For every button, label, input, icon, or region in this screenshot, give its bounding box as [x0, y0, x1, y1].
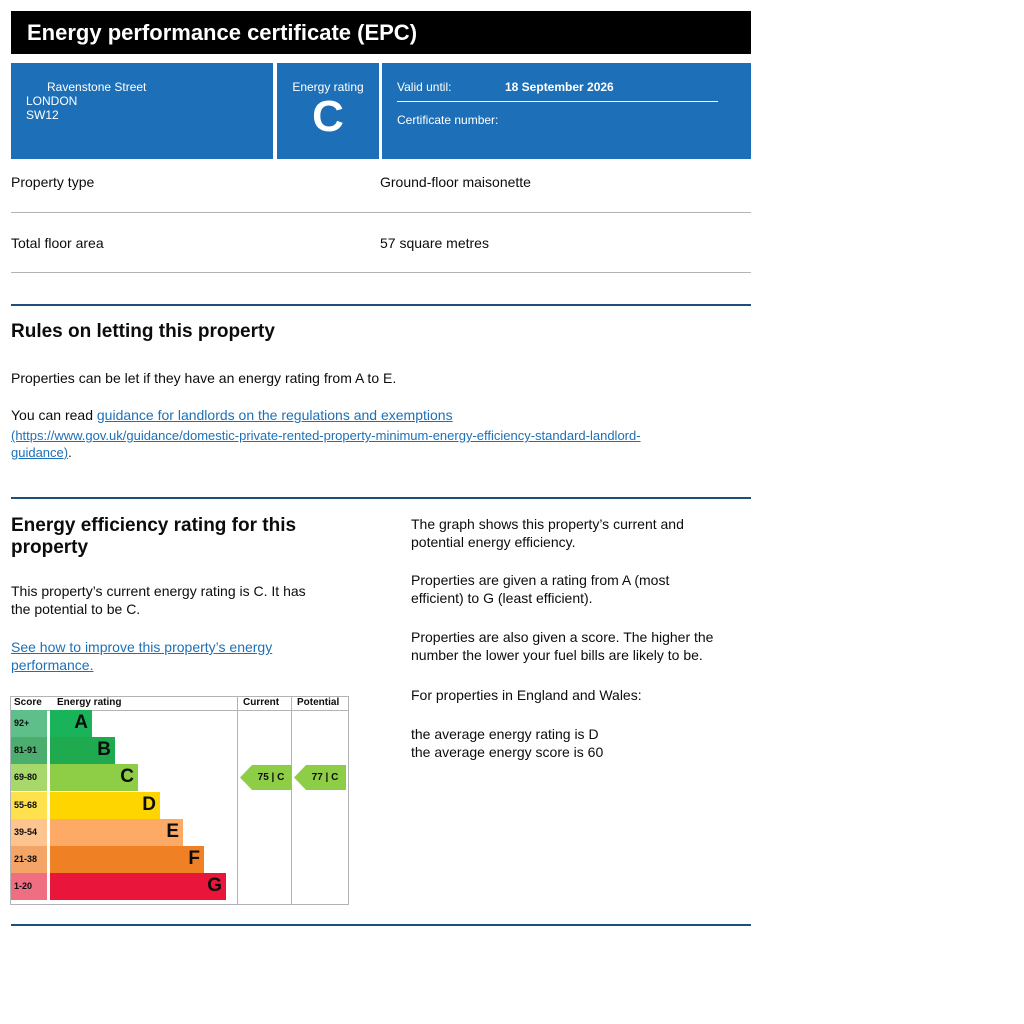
band-bar-a: [50, 710, 92, 737]
band-score-d: 55-68: [11, 792, 47, 819]
band-bar-b: [50, 737, 115, 764]
property-type-label: Property type: [11, 174, 95, 190]
band-letter-a: A: [74, 712, 88, 733]
band-score-e: 39-54: [11, 819, 47, 846]
side-text: Properties are given a rating from A (most: [411, 572, 670, 588]
guidance-url[interactable]: [11, 427, 751, 461]
current-rating-text: [11, 582, 306, 618]
band-letter-c: C: [120, 766, 134, 788]
guidance-url-line-2[interactable]: guidance): [11, 445, 69, 460]
band-letter-d: D: [142, 793, 156, 815]
improve-link-line-1[interactable]: See how to improve this property’s energy: [11, 639, 273, 655]
band-score-b: 81-91: [11, 737, 47, 764]
average-score: the average energy score is 60: [411, 744, 604, 760]
floor-area-label: Total floor area: [11, 235, 104, 251]
band-letter-e: E: [166, 820, 179, 842]
current-rating-line-1: This property’s current energy rating is C. It has: [11, 583, 306, 599]
floor-area-value: 57 square metres: [380, 235, 489, 251]
current-rating-line-2: the potential to be C.: [11, 601, 141, 617]
valid-until-label: Valid until:: [397, 80, 452, 94]
current-rating-label: 75 | C: [257, 772, 285, 784]
potential-column-header: Potential: [297, 697, 340, 708]
energy-rating-label: Energy rating: [292, 80, 364, 94]
current-column-header: Current: [243, 697, 280, 708]
section-divider: [11, 304, 751, 306]
energy-rating-panel: [277, 63, 379, 159]
energy-rating-chart: [10, 696, 349, 905]
section-divider: [11, 924, 751, 926]
band-bar-g: [50, 873, 226, 900]
guidance-prefix: You can read: [11, 407, 97, 423]
side-text: efficient) to G (least efficient).: [411, 590, 593, 606]
address-line-1: Ravenstone Street: [47, 80, 147, 94]
efficiency-heading-line-1: Energy efficiency rating for this: [11, 515, 297, 536]
divider: [397, 101, 718, 102]
guidance-url-end: .: [68, 445, 72, 460]
efficiency-heading: [11, 515, 296, 559]
band-score-a: 92+: [11, 710, 47, 737]
guidance-url-line-1[interactable]: (https://www.gov.uk/guidance/domestic-private-rented-property-minimum-energy-efficiency-standard-landlord-: [11, 428, 641, 443]
improve-link[interactable]: [11, 638, 272, 674]
potential-rating-label: 77 | C: [311, 772, 339, 784]
band-bar-c: [50, 764, 138, 791]
address-line-3: SW12: [26, 108, 59, 122]
side-text: The graph shows this property’s current and: [411, 516, 684, 532]
potential-rating-marker: [294, 765, 346, 790]
guidance-paragraph: [11, 406, 731, 424]
letting-heading: Rules on letting this property: [11, 321, 275, 342]
validity-panel: [382, 63, 751, 159]
band-letter-b: B: [97, 739, 111, 761]
band-bar-d: [50, 792, 160, 819]
band-score-g: 1-20: [11, 873, 47, 900]
band-letter-g: G: [207, 875, 222, 897]
average-rating: the average energy rating is D: [411, 726, 599, 742]
efficiency-heading-line-2: property: [11, 537, 89, 558]
side-text: number the lower your fuel bills are likely to be.: [411, 647, 703, 663]
guidance-link[interactable]: guidance for landlords on the regulations and exemptions: [96, 407, 453, 423]
certificate-number-label: Certificate number:: [397, 113, 499, 127]
divider: [11, 212, 751, 213]
property-type-value: Ground-floor maisonette: [380, 174, 531, 190]
band-score-c: 69-80: [11, 764, 47, 791]
rating-scale-explanation: [411, 571, 669, 607]
score-explanation: [411, 628, 713, 664]
band-letter-f: F: [188, 848, 200, 869]
score-column-header: Score: [14, 697, 42, 708]
page-title: Energy performance certificate (EPC): [11, 11, 751, 54]
valid-until-date: 18 September 2026: [505, 80, 614, 94]
rating-column-header: Energy rating: [57, 697, 122, 708]
current-rating-marker: [240, 765, 292, 790]
address-panel: [11, 63, 273, 159]
column-divider: [291, 697, 292, 904]
band-bar-f: [50, 846, 204, 873]
improve-link-line-2[interactable]: performance.: [11, 657, 94, 673]
side-text: potential energy efficiency.: [411, 534, 576, 550]
band-bar-e: [50, 819, 183, 846]
averages: [411, 725, 603, 761]
address-line-2: LONDON: [26, 94, 78, 108]
band-score-f: 21-38: [11, 846, 47, 873]
graph-explanation: [411, 515, 684, 551]
letting-rule-text: Properties can be let if they have an energy rating from A to E.: [11, 370, 397, 386]
column-divider: [237, 697, 238, 904]
energy-rating-value: C: [312, 92, 344, 141]
england-wales-label: For properties in England and Wales:: [411, 687, 642, 703]
section-divider: [11, 497, 751, 499]
divider: [11, 272, 751, 273]
side-text: Properties are also given a score. The higher the: [411, 629, 714, 645]
